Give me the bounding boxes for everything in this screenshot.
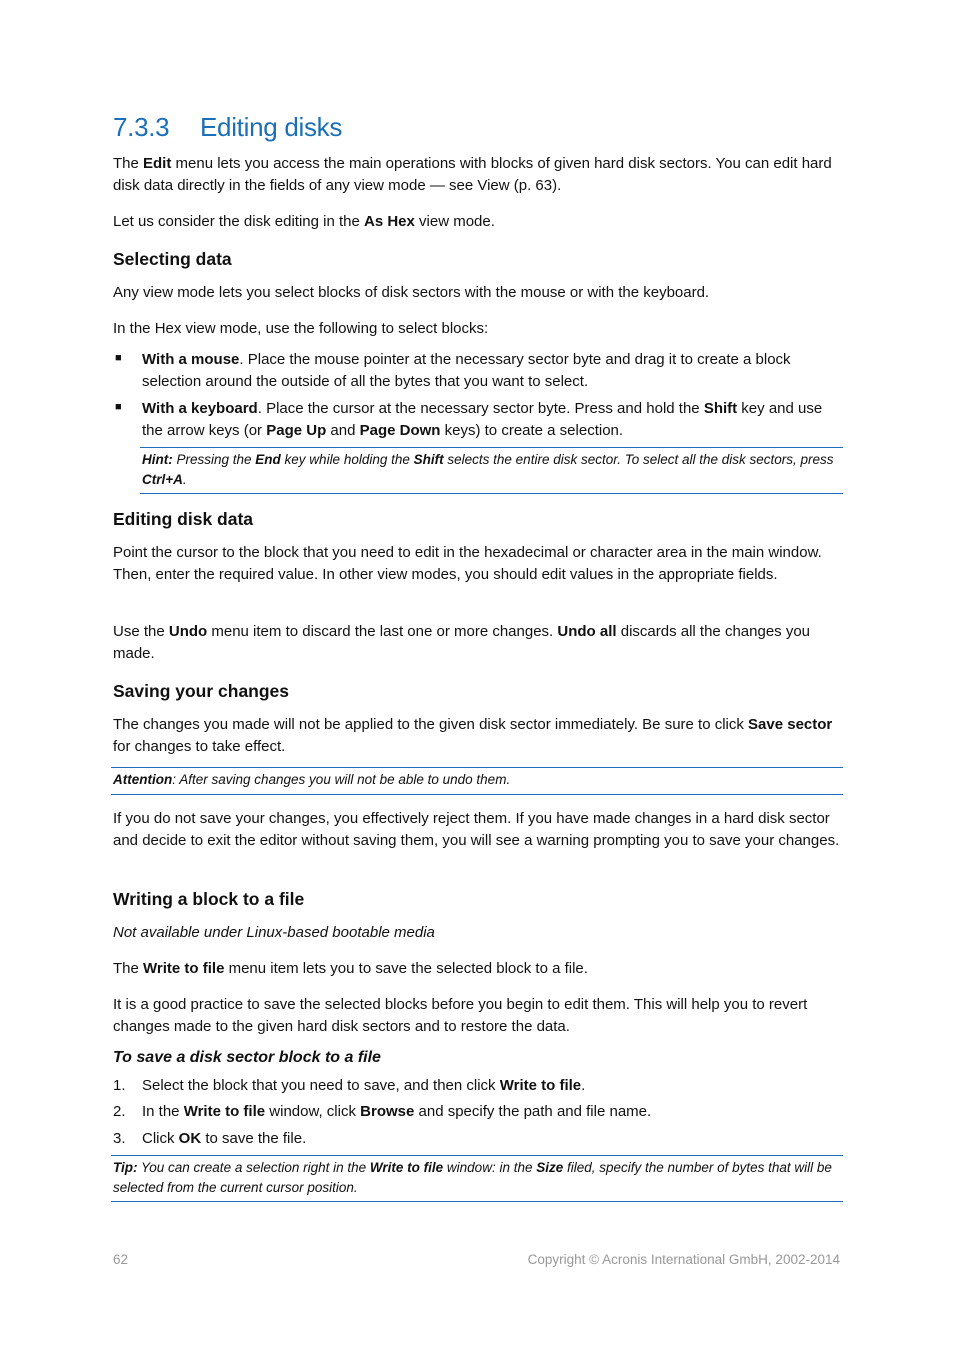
- copyright-notice: Copyright © Acronis International GmbH, 2002-2014: [527, 1252, 840, 1267]
- writing-block-heading: Writing a block to a file: [113, 889, 305, 909]
- page-number: 62: [113, 1252, 129, 1267]
- step-item: Click OK to save the file.: [142, 1130, 307, 1147]
- intro-paragraph-2: Let us consider the disk editing in the As Hex view mode.: [113, 213, 495, 230]
- step-number: 1.: [113, 1077, 126, 1094]
- step-item: In the Write to file window, click Browse and specify the path and file name.: [142, 1103, 652, 1120]
- hint-note: Hint: Pressing the End key while holding the Shift selects the entire disk sector. To select all the disk sectors, press Ctrl+A.: [140, 447, 843, 494]
- editing-disk-data-heading: Editing disk data: [113, 509, 254, 529]
- intro-paragraph-1: The Edit menu lets you access the main operations with blocks of given hard disk sectors. You can edit hard disk data directly in the fields of any view mode — see View (p. 63).: [113, 155, 832, 194]
- saving-paragraph-2: If you do not save your changes, you effectively reject them. If you have made changes in a hard disk sector and decide to exit the editor without saving them, you will see a warning prompting you to save your changes.: [113, 810, 840, 849]
- editing-paragraph-1: Point the cursor to the block that you need to edit in the hexadecimal or character area in the main window. Then, enter the required value. In other view modes, you should edit values in the appropriate fields.: [113, 544, 822, 583]
- section-number: 7.3.3: [113, 112, 170, 142]
- writing-paragraph-1: The Write to file menu item lets you to save the selected block to a file.: [113, 960, 588, 977]
- procedure-heading: To save a disk sector block to a file: [113, 1049, 381, 1066]
- step-number: 3.: [113, 1130, 126, 1147]
- bullet-icon: ■: [115, 352, 122, 364]
- writing-paragraph-2: It is a good practice to save the selected blocks before you begin to edit them. This will help you to revert changes made to the given hard disk sectors and to restore the data.: [113, 996, 808, 1035]
- attention-note: Attention: After saving changes you will not be able to undo them.: [111, 767, 843, 795]
- editing-paragraph-2: Use the Undo menu item to discard the last one or more changes. Undo all discards all the changes you made.: [113, 623, 811, 662]
- step-number: 2.: [113, 1103, 126, 1120]
- bullet-item-mouse: With a mouse. Place the mouse pointer at the necessary sector byte and drag it to create a block selection around the outside of all the bytes that you want to select.: [142, 351, 791, 390]
- tip-note: Tip: You can create a selection right in the Write to file window: in the Size filed, specify the number of bytes that will be selected from the current cursor position.: [111, 1155, 843, 1202]
- selecting-paragraph-2: In the Hex view mode, use the following to select blocks:: [113, 320, 489, 337]
- saving-changes-heading: Saving your changes: [113, 681, 290, 701]
- bullet-item-keyboard: With a keyboard. Place the cursor at the necessary sector byte. Press and hold the Shift key and use the arrow keys (or Page Up and Page Down keys) to create a selection.: [142, 400, 823, 439]
- bullet-icon: ■: [115, 401, 122, 413]
- availability-note: Not available under Linux-based bootable media: [113, 924, 435, 941]
- saving-paragraph-1: The changes you made will not be applied to the given disk sector immediately. Be sure to click Save sector for changes to take effect.: [113, 716, 833, 755]
- step-item: Select the block that you need to save, and then click Write to file.: [142, 1077, 586, 1094]
- selecting-data-heading: Selecting data: [113, 249, 232, 269]
- selecting-paragraph-1: Any view mode lets you select blocks of disk sectors with the mouse or with the keyboard.: [113, 284, 710, 301]
- section-heading: [113, 112, 342, 143]
- section-title: Editing disks: [200, 112, 343, 142]
